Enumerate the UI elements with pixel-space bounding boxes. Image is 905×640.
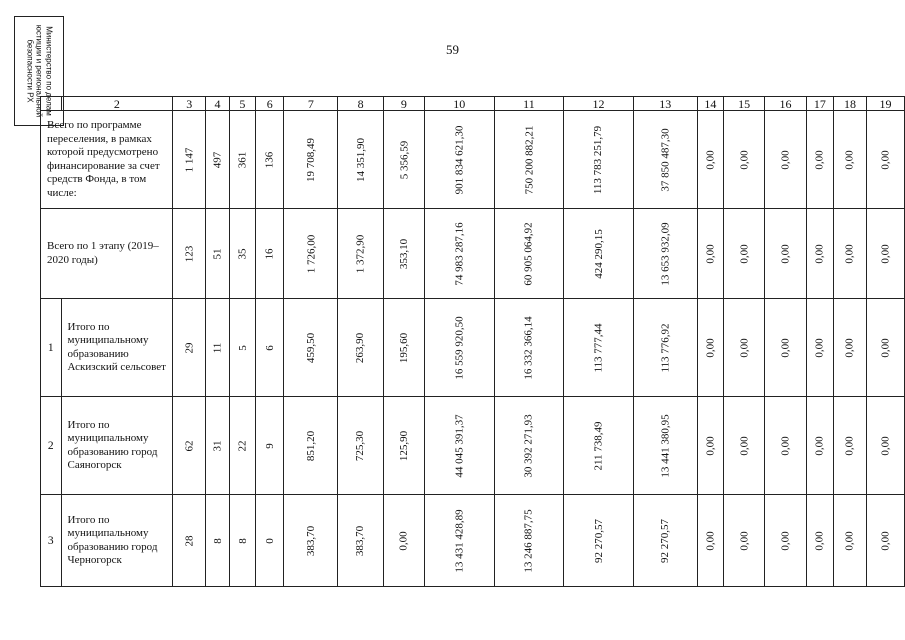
value-cell (494, 397, 564, 495)
header-cell: 14 (697, 97, 723, 111)
header-cell: 13 (633, 97, 697, 111)
row-number: 3 (41, 495, 62, 587)
header-cell: 8 (338, 97, 384, 111)
value-text: 0,00 (813, 149, 826, 170)
value-cell (633, 111, 697, 209)
value-cell (765, 111, 806, 209)
value-cell (173, 397, 206, 495)
value-cell (564, 495, 633, 587)
row-label: Итого по муниципальному образованию Аскизский сельсовет (61, 299, 173, 397)
value-cell (833, 299, 866, 397)
value-text: 424 290,15 (592, 228, 605, 279)
value-text: 13 653 932,09 (659, 221, 672, 286)
header-cell: 10 (424, 97, 494, 111)
value-text: 92 270,57 (592, 518, 605, 563)
value-text: 0 (263, 537, 276, 544)
value-cell (723, 397, 764, 495)
value-text: 0,00 (738, 243, 751, 264)
summary-row-program (41, 111, 905, 209)
value-cell (206, 495, 230, 587)
header-cell: 17 (806, 97, 833, 111)
value-cell (229, 111, 255, 209)
value-text: 13 431 428,89 (453, 508, 466, 573)
value-cell (284, 397, 338, 495)
value-text: 136 (263, 151, 276, 168)
value-cell (255, 209, 283, 299)
header-cell: 5 (229, 97, 255, 111)
value-text: 125,90 (397, 430, 410, 461)
value-cell (494, 299, 564, 397)
value-cell (765, 397, 806, 495)
value-text: 0,00 (704, 337, 717, 358)
value-text: 1 726,00 (304, 234, 317, 273)
value-text: 74 983 287,16 (453, 221, 466, 286)
header-cell: 9 (383, 97, 424, 111)
value-cell (229, 495, 255, 587)
value-cell (255, 495, 283, 587)
value-cell (494, 111, 564, 209)
value-cell (338, 397, 384, 495)
value-cell (494, 209, 564, 299)
value-text: 725,30 (354, 430, 367, 461)
value-cell (255, 397, 283, 495)
value-cell (564, 209, 633, 299)
value-text: 14 351,90 (354, 137, 367, 182)
header-cell: 11 (494, 97, 564, 111)
value-text: 459,50 (304, 332, 317, 363)
value-text: 6 (263, 344, 276, 351)
value-cell (765, 299, 806, 397)
value-text: 5 356,59 (397, 140, 410, 179)
header-cell: 19 (867, 97, 905, 111)
value-text: 0,00 (843, 337, 856, 358)
value-text: 750 200 882,21 (522, 125, 535, 194)
value-text: 22 (236, 440, 249, 451)
value-text: 0,00 (879, 243, 892, 264)
value-cell (206, 397, 230, 495)
value-cell (424, 495, 494, 587)
page-number: 59 (446, 42, 459, 57)
header-cell: 12 (564, 97, 633, 111)
value-text: 60 905 064,92 (522, 221, 535, 286)
value-text: 0,00 (879, 435, 892, 456)
value-cell (867, 111, 905, 209)
value-text: 1 147 (183, 147, 196, 172)
value-text: 263,90 (354, 332, 367, 363)
value-text: 16 (263, 248, 276, 259)
value-text: 0,00 (843, 530, 856, 551)
value-cell (173, 495, 206, 587)
value-cell (723, 299, 764, 397)
value-cell (424, 209, 494, 299)
value-text: 211 738,49 (592, 420, 605, 471)
value-text: 13 246 887,75 (522, 508, 535, 573)
value-cell (284, 111, 338, 209)
value-text: 0,00 (843, 435, 856, 456)
value-text: 37 850 487,30 (659, 127, 672, 192)
value-cell (424, 299, 494, 397)
value-text: 11 (211, 342, 224, 353)
value-text: 0,00 (879, 530, 892, 551)
header-cell (41, 97, 62, 111)
value-text: 29 (183, 342, 196, 353)
municipality-row-sayanogorsk (41, 397, 905, 495)
value-text: 0,00 (813, 243, 826, 264)
value-cell (564, 299, 633, 397)
value-cell (765, 209, 806, 299)
value-text: 0,00 (813, 435, 826, 456)
value-cell (383, 299, 424, 397)
value-cell (633, 299, 697, 397)
value-text: 0,00 (704, 435, 717, 456)
row-label: Всего по 1 этапу (2019–2020 годы) (41, 209, 173, 299)
value-text: 0,00 (843, 149, 856, 170)
value-cell (867, 209, 905, 299)
value-text: 1 372,90 (354, 234, 367, 273)
header-cell: 3 (173, 97, 206, 111)
header-cell: 4 (206, 97, 230, 111)
value-cell (173, 299, 206, 397)
value-text: 123 (183, 245, 196, 262)
value-cell (338, 209, 384, 299)
value-text: 28 (183, 535, 196, 546)
value-cell (383, 397, 424, 495)
column-number-row (41, 97, 905, 111)
value-text: 0,00 (779, 530, 792, 551)
value-cell (806, 495, 833, 587)
value-cell (173, 209, 206, 299)
value-text: 92 270,57 (659, 518, 672, 563)
value-cell (229, 299, 255, 397)
value-cell (494, 495, 564, 587)
value-cell (723, 111, 764, 209)
value-text: 851,20 (304, 430, 317, 461)
value-cell (833, 209, 866, 299)
value-text: 30 392 271,93 (522, 413, 535, 478)
value-text: 0,00 (879, 337, 892, 358)
value-cell (424, 111, 494, 209)
value-text: 0,00 (738, 337, 751, 358)
value-text: 0,00 (843, 243, 856, 264)
municipality-row-chernogorsk (41, 495, 905, 587)
value-cell (424, 397, 494, 495)
value-text: 16 559 920,50 (453, 315, 466, 380)
value-cell (383, 495, 424, 587)
value-cell (338, 111, 384, 209)
value-cell (173, 111, 206, 209)
value-text: 31 (211, 440, 224, 451)
value-text: 497 (211, 151, 224, 168)
value-cell (806, 397, 833, 495)
value-text: 35 (236, 248, 249, 259)
header-cell: 7 (284, 97, 338, 111)
row-label: Итого по муниципальному образованию город Саяногорск (61, 397, 173, 495)
value-text: 113 776,92 (659, 322, 672, 373)
summary-row-stage-1 (41, 209, 905, 299)
value-cell (765, 495, 806, 587)
value-cell (867, 299, 905, 397)
row-label: Всего по программе переселения, в рамках которой предусмотрено финансирование за счет средств Фонда, в том числе: (41, 111, 173, 209)
value-text: 0,00 (704, 149, 717, 170)
header-cell: 16 (765, 97, 806, 111)
value-text: 62 (183, 440, 196, 451)
value-cell (206, 111, 230, 209)
value-cell (806, 111, 833, 209)
value-cell (697, 111, 723, 209)
value-text: 0,00 (397, 530, 410, 551)
value-text: 8 (236, 537, 249, 544)
value-cell (723, 495, 764, 587)
value-cell (633, 397, 697, 495)
value-text: 0,00 (779, 243, 792, 264)
value-text: 0,00 (779, 435, 792, 456)
value-cell (697, 495, 723, 587)
row-number: 1 (41, 299, 62, 397)
value-text: 19 708,49 (304, 137, 317, 182)
value-text: 51 (211, 248, 224, 259)
header-cell: 18 (833, 97, 866, 111)
value-cell (806, 299, 833, 397)
value-text: 13 441 380,95 (659, 413, 672, 478)
stamp-line: Министерство по делам (44, 26, 54, 116)
value-cell (206, 209, 230, 299)
value-text: 0,00 (738, 435, 751, 456)
municipality-row-askiz (41, 299, 905, 397)
value-cell (284, 495, 338, 587)
value-cell (229, 397, 255, 495)
value-cell (833, 111, 866, 209)
value-text: 361 (236, 151, 249, 168)
value-cell (383, 111, 424, 209)
value-text: 0,00 (879, 149, 892, 170)
value-text: 9 (263, 442, 276, 449)
value-text: 0,00 (813, 337, 826, 358)
value-cell (383, 209, 424, 299)
value-cell (206, 299, 230, 397)
value-text: 353,10 (397, 238, 410, 269)
value-text: 8 (211, 537, 224, 544)
value-cell (697, 299, 723, 397)
value-cell (338, 299, 384, 397)
value-cell (806, 209, 833, 299)
value-text: 901 834 621,30 (453, 125, 466, 194)
value-text: 113 783 251,79 (592, 125, 605, 194)
value-cell (229, 209, 255, 299)
value-text: 5 (236, 344, 249, 351)
stamp-line: юстиции и региональной (34, 24, 44, 118)
value-text: 0,00 (813, 530, 826, 551)
header-cell: 15 (723, 97, 764, 111)
header-cell: 2 (61, 97, 173, 111)
stamp-line: безопасности РХ (25, 39, 35, 103)
value-cell (833, 495, 866, 587)
value-text: 0,00 (738, 149, 751, 170)
value-text: 195,60 (397, 332, 410, 363)
value-text: 383,70 (354, 525, 367, 556)
value-text: 383,70 (304, 525, 317, 556)
value-cell (255, 111, 283, 209)
value-cell (867, 397, 905, 495)
row-label: Итого по муниципальному образованию город Черногорск (61, 495, 173, 587)
value-cell (284, 209, 338, 299)
value-cell (833, 397, 866, 495)
value-cell (633, 209, 697, 299)
value-cell (723, 209, 764, 299)
value-cell (255, 299, 283, 397)
value-cell (697, 209, 723, 299)
value-cell (564, 111, 633, 209)
value-text: 0,00 (779, 337, 792, 358)
value-text: 44 045 391,37 (453, 413, 466, 478)
value-cell (697, 397, 723, 495)
value-cell (564, 397, 633, 495)
row-number: 2 (41, 397, 62, 495)
value-text: 0,00 (704, 530, 717, 551)
resettlement-table (40, 96, 905, 587)
value-cell (867, 495, 905, 587)
value-cell (338, 495, 384, 587)
header-cell: 6 (255, 97, 283, 111)
value-text: 0,00 (704, 243, 717, 264)
value-text: 0,00 (738, 530, 751, 551)
value-text: 16 332 366,14 (522, 315, 535, 380)
value-cell (633, 495, 697, 587)
value-text: 113 777,44 (592, 322, 605, 373)
value-cell (284, 299, 338, 397)
value-text: 0,00 (779, 149, 792, 170)
